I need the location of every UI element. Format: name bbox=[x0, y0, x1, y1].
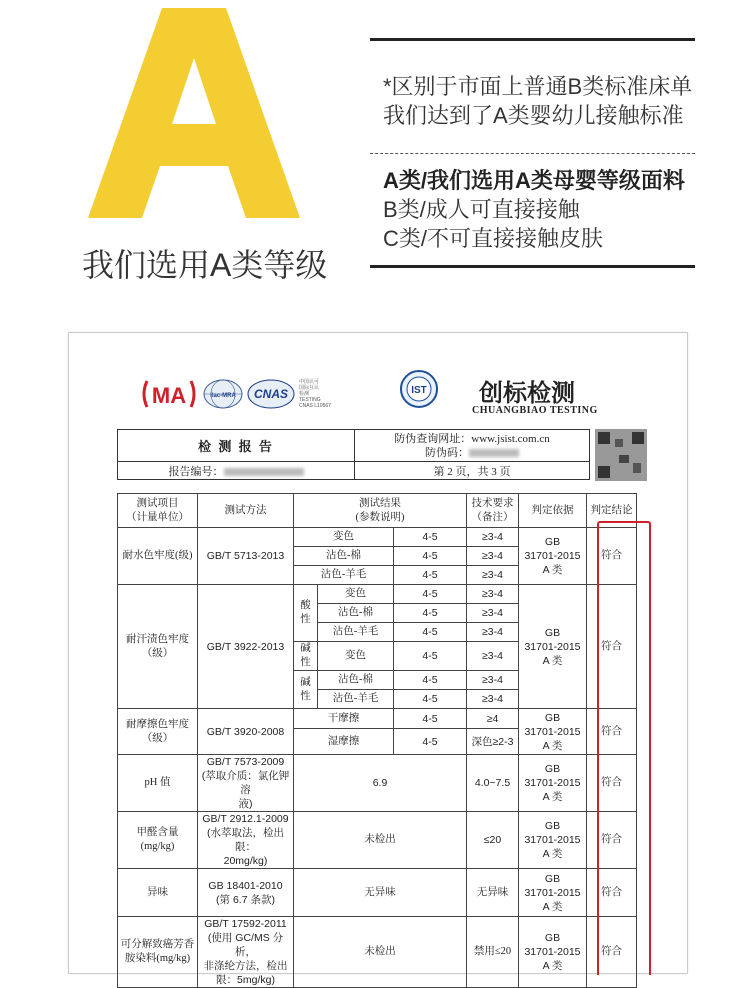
item-rub-fastness: 耐摩擦色牢度 （级） bbox=[118, 709, 198, 755]
report-title: 检 测 报 告 bbox=[118, 430, 355, 462]
result-ph: 6.9 bbox=[294, 755, 467, 812]
col-header-requirement: 技术要求 （备注） bbox=[467, 494, 519, 528]
top-rule bbox=[370, 38, 695, 41]
cnas-logo bbox=[247, 379, 295, 409]
report-header-table bbox=[117, 429, 590, 480]
page-indicator: 第 2 页，共 3 页 bbox=[355, 462, 590, 480]
dashed-divider bbox=[370, 153, 695, 154]
req-amine: 禁用≤20 bbox=[467, 917, 519, 988]
grade-a-text: A类/我们选用A类母婴等级面料 bbox=[383, 168, 685, 193]
note-line-1: *区别于市面上普通B类标准床单 bbox=[383, 74, 693, 99]
basis-water: GB 31701-2015 A 类 bbox=[519, 528, 587, 585]
verdict-highlight-box bbox=[597, 521, 651, 975]
item-water-fastness: 耐水色牢度(级) bbox=[118, 528, 198, 585]
test-results-table bbox=[117, 493, 637, 988]
verdict-formaldehyde: 符合 bbox=[587, 812, 637, 869]
item-ph: pH 值 bbox=[118, 755, 198, 812]
table-row bbox=[118, 812, 637, 869]
ist-logo bbox=[399, 369, 439, 409]
verify-cell bbox=[355, 430, 590, 462]
method-sweat: GB/T 3922-2013 bbox=[198, 585, 294, 709]
method-amine: GB/T 17592-2011 (使用 GC/MS 分析， 非涤纶方法，检出 限：5mg/kg) bbox=[198, 917, 294, 988]
item-aromatic-amine: 可分解致癌芳香 胺染料(mg/kg) bbox=[118, 917, 198, 988]
col-header-method: 测试方法 bbox=[198, 494, 294, 528]
result-odor: 无异味 bbox=[294, 869, 467, 917]
acid-label: 酸性 bbox=[294, 585, 318, 642]
brand-name-cn: 创标检测 bbox=[479, 378, 575, 407]
qr-code bbox=[595, 429, 647, 481]
table-row: 湿摩擦 4-5 深色≥2-3 bbox=[118, 729, 637, 755]
basis-amine: GB 31701-2015 A 类 bbox=[519, 917, 587, 988]
result-formaldehyde: 未检出 bbox=[294, 812, 467, 869]
method-odor: GB 18401-2010 (第 6.7 条款) bbox=[198, 869, 294, 917]
table-row: 耐汗渍色牢度 （级） GB/T 3922-2013 酸性 变色 4-5 ≥3-4 GB 31701-2015 A 类 符合 bbox=[118, 585, 637, 604]
cma-logo bbox=[139, 377, 199, 411]
req-odor: 无异味 bbox=[467, 869, 519, 917]
basis-formaldehyde: GB 31701-2015 A 类 bbox=[519, 812, 587, 869]
alkali-label-2: 碱性 bbox=[294, 671, 318, 709]
basis-ph: GB 31701-2015 A 类 bbox=[519, 755, 587, 812]
table-row: 沾色-羊毛 4-5 ≥3-4 bbox=[118, 690, 637, 709]
col-header-item: 测试项目 （计量单位） bbox=[118, 494, 198, 528]
test-report bbox=[68, 332, 688, 986]
table-row: 沾色-棉 4-5 ≥3-4 bbox=[118, 604, 637, 623]
grade-c-text: C类/不可直接接触皮肤 bbox=[383, 226, 604, 251]
verdict-sweat: 符合 bbox=[587, 585, 637, 709]
grade-b-text: B类/成人可直接接触 bbox=[383, 197, 580, 222]
basis-sweat: GB 31701-2015 A 类 bbox=[519, 585, 587, 709]
table-row bbox=[118, 869, 637, 917]
table-row: 沾色-棉 4-5 ≥3-4 bbox=[118, 547, 637, 566]
result-amine: 未检出 bbox=[294, 917, 467, 988]
table-row bbox=[118, 755, 637, 812]
item-odor: 异味 bbox=[118, 869, 198, 917]
verdict-amine: 符合 bbox=[587, 917, 637, 988]
table-row: 碱性 沾色-棉 4-5 ≥3-4 bbox=[118, 671, 637, 690]
basis-rub: GB 31701-2015 A 类 bbox=[519, 709, 587, 755]
table-row: 碱性 变色 4-5 ≥3-4 bbox=[118, 642, 637, 671]
item-sweat-fastness: 耐汗渍色牢度 （级） bbox=[118, 585, 198, 709]
item-formaldehyde: 甲醛含量 (mg/kg) bbox=[118, 812, 198, 869]
verdict-odor: 符合 bbox=[587, 869, 637, 917]
hero-caption: 我们选用A类等级 bbox=[82, 247, 328, 283]
note-line-2: 我们达到了A类婴幼儿接触标准 bbox=[383, 103, 684, 128]
verdict-ph: 符合 bbox=[587, 755, 637, 812]
cnas-accreditation-text: 中国认可 国际互认 检测 TESTING CNAS L10567 bbox=[299, 379, 331, 409]
bottom-rule bbox=[370, 265, 695, 268]
table-row bbox=[118, 917, 637, 988]
table-row: 沾色-羊毛 4-5 ≥3-4 bbox=[118, 623, 637, 642]
basis-odor: GB 31701-2015 A 类 bbox=[519, 869, 587, 917]
alkali-label-1: 碱性 bbox=[294, 642, 318, 671]
verify-code: 防伪码： bbox=[355, 446, 589, 460]
req-ph: 4.0~7.5 bbox=[467, 755, 519, 812]
method-ph: GB/T 7573-2009 (萃取介质：氯化钾溶 液) bbox=[198, 755, 294, 812]
col-header-basis: 判定依据 bbox=[519, 494, 587, 528]
report-number: 报告编号： bbox=[118, 462, 355, 480]
big-letter-a bbox=[88, 8, 300, 218]
verdict-water: 符合 bbox=[587, 528, 637, 585]
verify-url: 防伪查询网址：www.jsist.com.cn bbox=[394, 432, 550, 445]
method-rub: GB/T 3920-2008 bbox=[198, 709, 294, 755]
brand-name-en: CHUANGBIAO TESTING bbox=[472, 405, 598, 416]
table-row: 耐摩擦色牢度 （级） GB/T 3920-2008 干摩擦 4-5 ≥4 GB 31701-2015 A 类 符合 bbox=[118, 709, 637, 729]
ilac-logo bbox=[203, 379, 243, 409]
method-water: GB/T 5713-2013 bbox=[198, 528, 294, 585]
req-formaldehyde: ≤20 bbox=[467, 812, 519, 869]
ilac-text: ilac-MRA bbox=[210, 393, 236, 399]
ist-text: IST bbox=[411, 385, 427, 396]
table-row: 耐水色牢度(级) GB/T 5713-2013 变色 4-5 ≥3-4 GB 31701-2015 A 类 符合 bbox=[118, 528, 637, 547]
method-formaldehyde: GB/T 2912.1-2009 (水萃取法，检出限： 20mg/kg) bbox=[198, 812, 294, 869]
table-row: 沾色-羊毛 4-5 ≥3-4 bbox=[118, 566, 637, 585]
verdict-rub: 符合 bbox=[587, 709, 637, 755]
col-header-verdict: 判定结论 bbox=[587, 494, 637, 528]
ma-text: MA bbox=[151, 383, 187, 408]
cnas-text: CNAS bbox=[253, 387, 289, 401]
col-header-result: 测试结果 (参数说明) bbox=[294, 494, 467, 528]
